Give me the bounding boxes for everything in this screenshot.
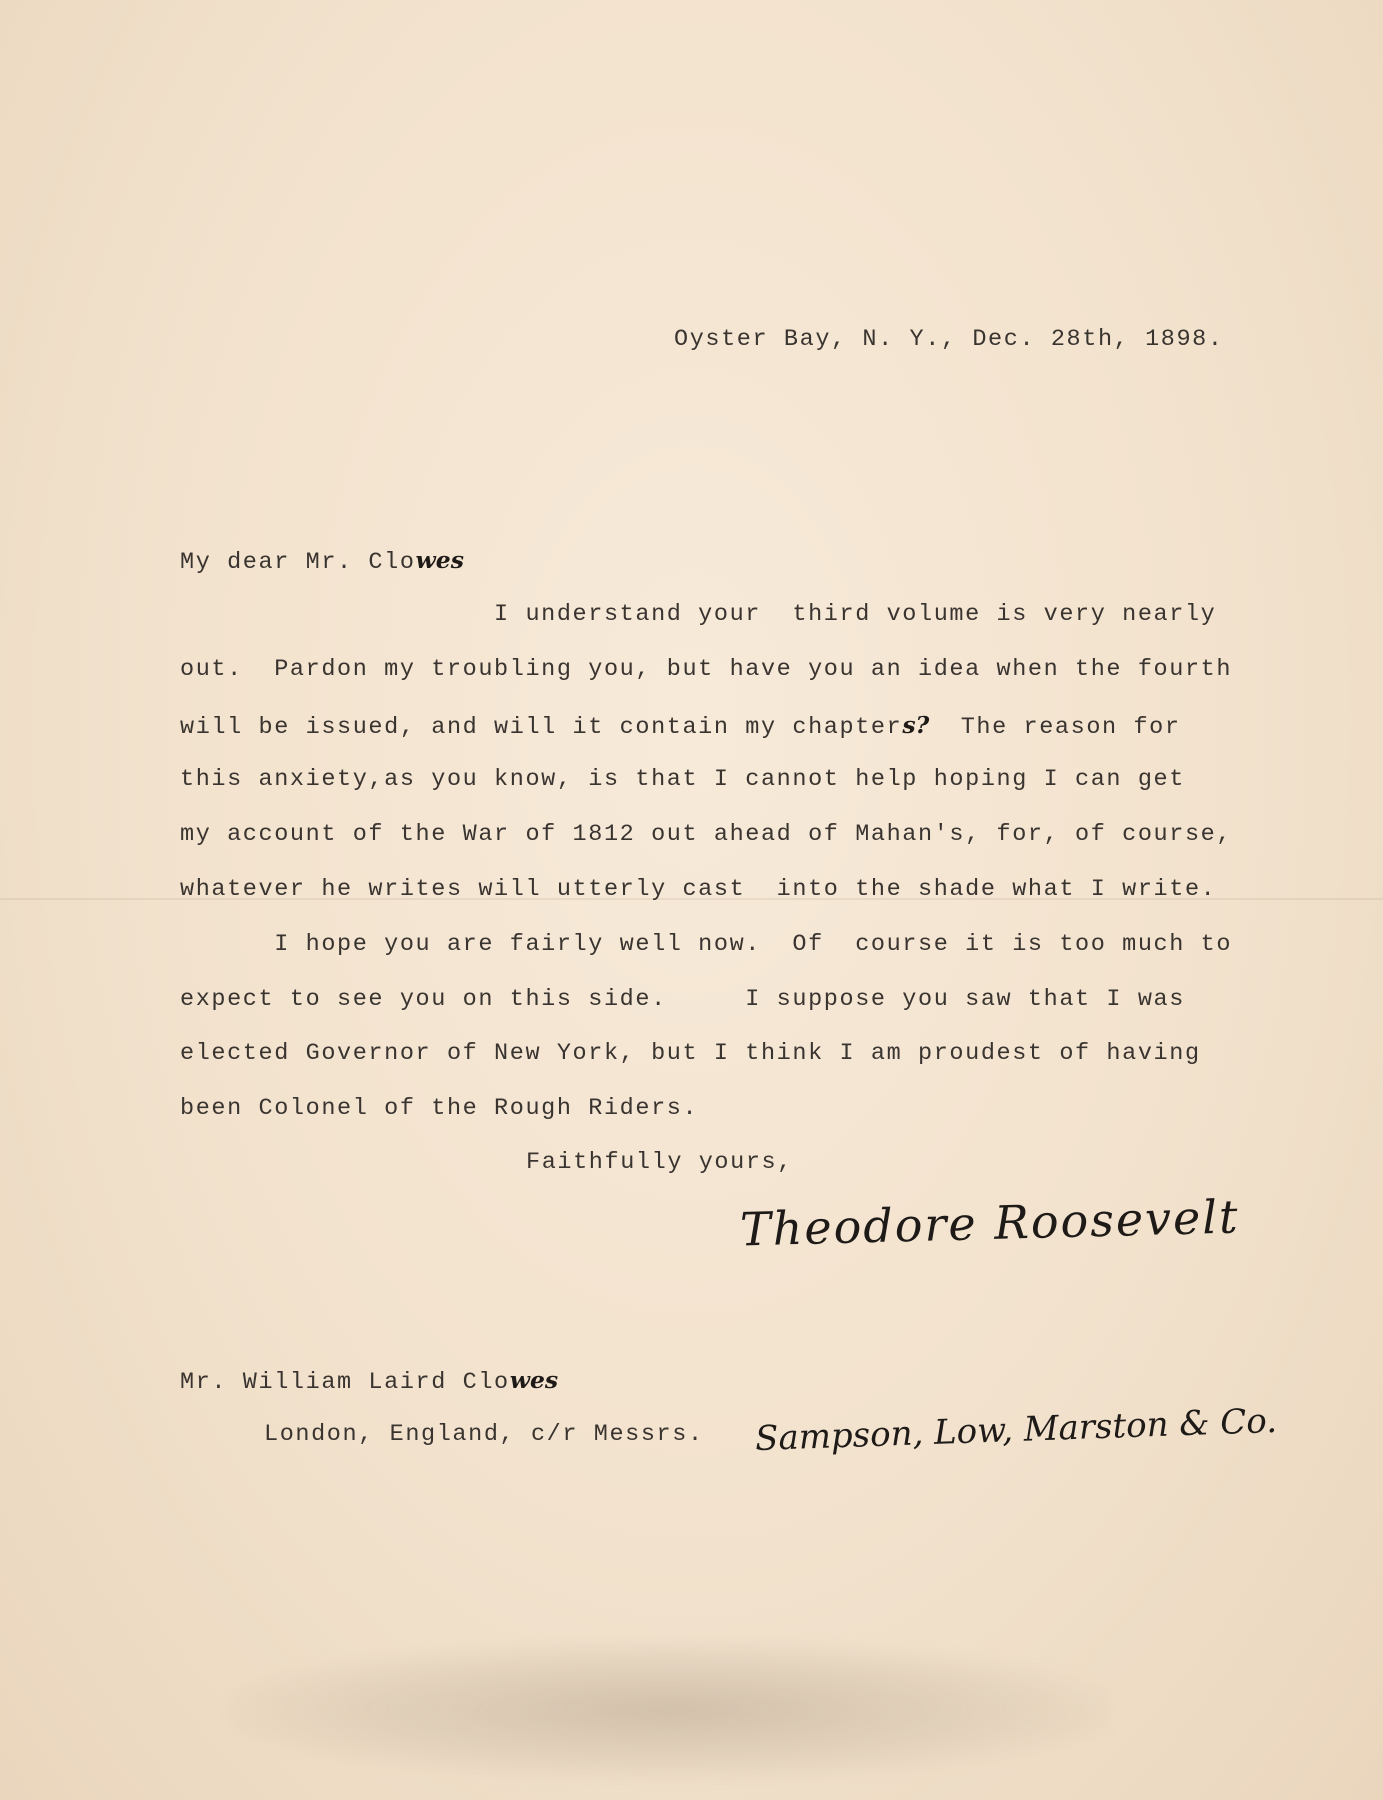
body-line-7: I hope you are fairly well now. Of course it is too much to [180,931,1233,958]
paper-stain [230,1640,1110,1780]
body-line-10: been Colonel of the Rough Riders. [180,1095,699,1122]
body-line-4: this anxiety,as you know, is that I cannot help hoping I can get [180,766,1185,793]
body-line-1: I understand your third volume is very nearly [180,601,1217,628]
body-line-3-handwritten: s? [902,711,930,739]
body-line-3-typed: will be issued, and will it contain my chapter [180,714,903,741]
body-line-3-tail: The reason for [929,714,1181,741]
recipient-handwritten: wes [509,1366,559,1394]
salutation [180,546,464,577]
body-line-6: whatever he writes will utterly cast into the shade what I write. [180,876,1217,903]
recipient-typed: Mr. William Laird Clo [180,1369,510,1396]
recipient-line [180,1366,558,1397]
salutation-typed: My dear Mr. Clo [180,549,416,576]
body-line-5: my account of the War of 1812 out ahead of Mahan's, for, of course, [180,821,1233,848]
body-line-9: elected Governor of New York, but I think I am proudest of having [180,1040,1201,1067]
closing: Faithfully yours, [526,1149,793,1176]
body-line-3 [180,711,1181,742]
body-line-8: expect to see you on this side. I suppose you saw that I was [180,986,1185,1013]
salutation-handwritten: wes [415,546,464,574]
address-handwritten: Sampson, Low, Marston & Co. [754,1400,1278,1460]
body-line-2: out. Pardon my troubling you, but have you an idea when the fourth [180,656,1233,683]
address-typed: London, England, c/r Messrs. [264,1421,704,1448]
dateline: Oyster Bay, N. Y., Dec. 28th, 1898. [674,326,1224,353]
signature: Theodore Roosevelt [739,1189,1241,1257]
